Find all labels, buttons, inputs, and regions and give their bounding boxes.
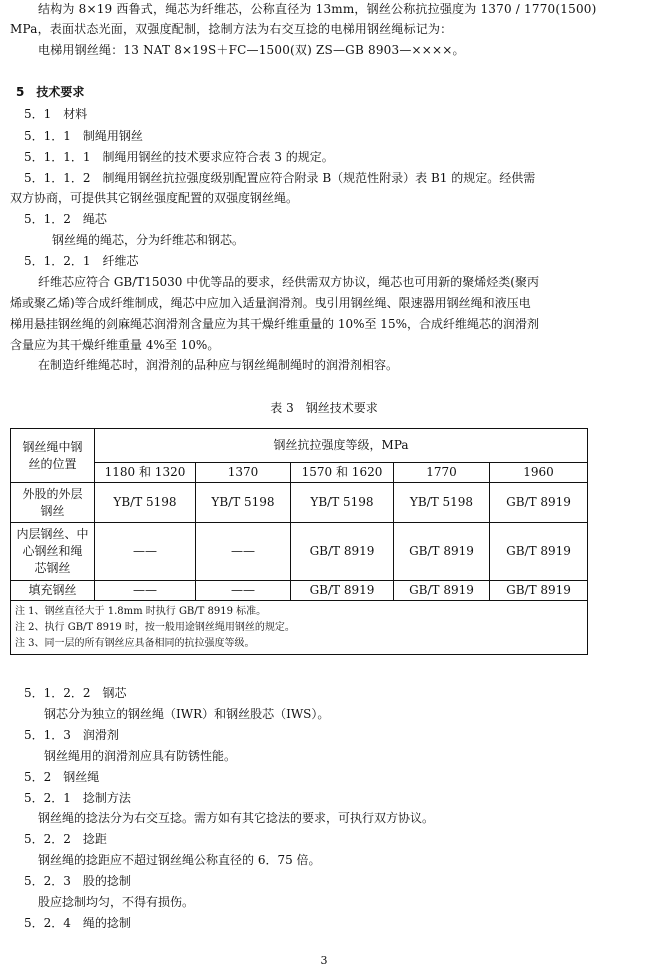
table-cell: GB/T 8919 [490, 581, 588, 601]
section-5-1-1-heading: 5．1．1 制绳用钢丝 [24, 129, 143, 143]
section-5-2-1-heading: 5．2．1 捻制方法 [24, 791, 131, 805]
table-row [11, 581, 588, 601]
table-note: 注 2、执行 GB/T 8919 时，按一般用途钢丝绳用钢丝的规定。 [15, 621, 295, 633]
section-5-1-2-1-para-1: 纤维芯应符合 GB/T15030 中优等品的要求，经供需双方协议，绳芯也可用新的聚烯烃类(聚丙 [38, 275, 539, 289]
table-row-position-line: 芯钢丝 [34, 561, 71, 575]
section-5-2-1-text: 钢丝绳的捻法分为右交互捻。需方如有其它捻法的要求，可执行双方协议。 [38, 811, 435, 825]
section-5-1-1-2-text-b: 双方协商，可提供其它钢丝强度配置的双强度钢丝绳。 [10, 191, 299, 205]
table-cell: —— [196, 523, 291, 581]
section-5-2-2-heading: 5．2．2 捻距 [24, 832, 107, 846]
table-cell: GB/T 8919 [490, 483, 588, 523]
table-header-grade: 1960 [490, 463, 588, 483]
table-cell: GB/T 8919 [394, 523, 490, 581]
marking-example-line-3: 电梯用钢丝绳：13 NAT 8×19S＋FC—1500(双) ZS—GB 8903—××××。 [38, 43, 465, 57]
table-cell: YB/T 5198 [95, 483, 196, 523]
section-5-1-3-text: 钢丝绳用的润滑剂应具有防锈性能。 [44, 749, 237, 763]
section-5-1-2-1-para-2: 烯或聚乙烯)等合成纤维制成，绳芯中应加入适量润滑剂。曳引用钢丝绳、限速器用钢丝绳和液压电 [10, 296, 531, 310]
table-header-position-line-2: 丝的位置 [28, 456, 77, 471]
section-5-1-3-heading: 5．1．3 润滑剂 [24, 728, 119, 742]
section-5-1-1-2-text-a: 5．1．1．2 制绳用钢丝抗拉强度级别配置应符合附录 B（规范性附录）表 B1 的规定。经供需 [24, 171, 536, 185]
table-row-position-line: 心钢丝和绳 [22, 544, 83, 558]
section-5-1-2-1-heading: 5．1．2．1 纤维芯 [24, 254, 139, 268]
table-cell: GB/T 8919 [291, 581, 394, 601]
table-row-position: 填充钢丝 [11, 581, 95, 601]
table-cell: GB/T 8919 [490, 523, 588, 581]
table-cell: YB/T 5198 [394, 483, 490, 523]
table-row [11, 483, 588, 523]
table-row-position-line: 外股的外层 [22, 486, 83, 501]
table-3-steel-wire-requirements [10, 428, 588, 655]
section-5-1-2-text: 钢丝绳的绳芯，分为纤维芯和钢芯。 [52, 233, 245, 247]
table-cell: GB/T 8919 [291, 523, 394, 581]
table-note: 注 3、同一层的所有钢丝应具备相同的抗拉强度等级。 [15, 637, 255, 649]
table-3-caption: 表 3 钢丝技术要求 [270, 401, 378, 415]
table-header-grade: 1180 和 1320 [95, 463, 196, 483]
section-5-1-2-1-para-4: 含量应为其干燥纤维重量 4%至 10%。 [10, 338, 220, 352]
table-row-position-line: 钢丝 [40, 503, 65, 518]
marking-example-line-2: MPa，表面状态光面，双强度配制，捻制方法为右交互捻的电梯用钢丝绳标记为： [10, 22, 453, 36]
table-header-grade-group: 钢丝抗拉强度等级，MPa [95, 429, 588, 463]
section-5-2-2-text: 钢丝绳的捻距应不超过钢丝绳公称直径的 6．75 倍。 [38, 853, 321, 867]
section-5-1-2-2-heading: 5．1．2．2 钢芯 [24, 686, 127, 700]
section-5-1-heading: 5．1 材料 [24, 107, 88, 121]
table-cell: YB/T 5198 [196, 483, 291, 523]
table-header-grade: 1370 [196, 463, 291, 483]
table-cell: —— [95, 523, 196, 581]
table-header-position-line-1: 钢丝绳中钢 [22, 439, 83, 454]
table-note: 注 1、钢丝直径大于 1.8mm 时执行 GB/T 8919 标准。 [15, 605, 267, 617]
section-5-1-2-1-para-5: 在制造纤维绳芯时，润滑剂的品种应与钢丝绳制绳时的润滑剂相容。 [38, 358, 399, 372]
section-5-heading: 5 技术要求 [16, 85, 85, 99]
section-5-2-3-heading: 5．2．3 股的捻制 [24, 874, 131, 888]
table-cell: YB/T 5198 [291, 483, 394, 523]
table-cell: —— [95, 581, 196, 601]
table-notes [11, 601, 588, 655]
section-5-2-4-heading: 5．2．4 绳的捻制 [24, 916, 131, 930]
table-header-position [11, 429, 95, 483]
section-5-1-2-1-para-3: 梯用悬挂钢丝绳的剑麻绳芯润滑剂含量应为其干燥纤维重量的 10%至 15%，合成纤维绳芯的润滑剂 [10, 317, 539, 331]
table-cell: GB/T 8919 [394, 581, 490, 601]
section-5-1-2-heading: 5．1．2 绳芯 [24, 212, 107, 226]
section-5-1-2-2-text: 钢芯分为独立的钢丝绳（IWR）和钢丝股芯（IWS）。 [44, 707, 330, 721]
section-5-2-heading: 5．2 钢丝绳 [24, 770, 100, 784]
section-5-2-3-text: 股应捻制均匀，不得有损伤。 [38, 895, 195, 909]
table-cell: —— [196, 581, 291, 601]
page-number: 3 [320, 954, 328, 967]
table-row-position [11, 483, 95, 523]
table-header-grade: 1570 和 1620 [291, 463, 394, 483]
table-header-grade: 1770 [394, 463, 490, 483]
table-row-position [11, 523, 95, 581]
marking-example-line-1: 结构为 8×19 西鲁式，绳芯为纤维芯，公称直径为 13mm，钢丝公称抗拉强度为 1370 / 1770(1500) [38, 2, 597, 16]
table-row-position-line: 内层钢丝、中 [16, 527, 89, 541]
table-row [11, 523, 588, 581]
section-5-1-1-1-text: 5．1．1．1 制绳用钢丝的技术要求应符合表 3 的规定。 [24, 150, 334, 164]
